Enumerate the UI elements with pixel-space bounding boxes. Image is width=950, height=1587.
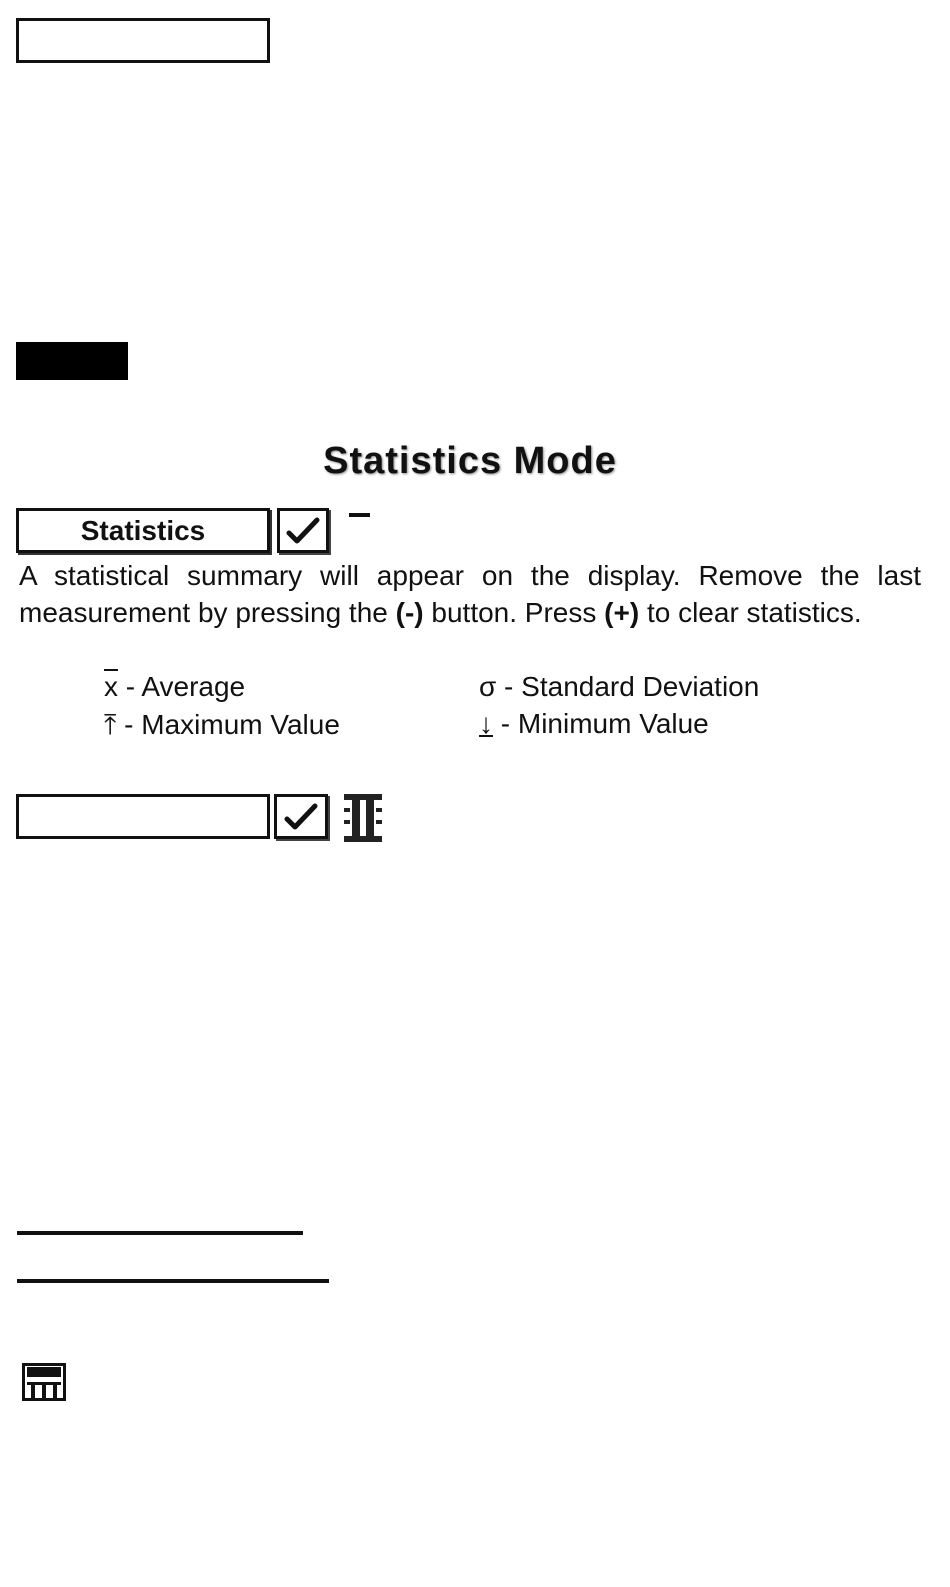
page-title: Statistics Mode: [323, 440, 617, 482]
sigma-symbol: σ: [479, 671, 497, 702]
statistics-button-label: Statistics: [80, 514, 206, 546]
statistics-button[interactable]: [16, 508, 270, 553]
description-paragraph: [19, 557, 921, 631]
check-button[interactable]: [277, 508, 329, 553]
floppy-disk-icon: [22, 1363, 66, 1401]
check-button-2[interactable]: [274, 794, 328, 839]
legend-average: [104, 668, 245, 705]
blank-option-button[interactable]: [16, 794, 270, 839]
signal-bars-icon: [344, 794, 384, 842]
legend-standard-deviation: [479, 668, 759, 705]
check-icon: [285, 516, 321, 546]
legend-minimum: [479, 705, 709, 742]
black-label-block: [16, 342, 128, 380]
legend-maximum: [104, 706, 340, 743]
dash-mark: [349, 513, 370, 517]
legend-minimum-label: - Minimum Value: [493, 708, 709, 739]
minus-key-label: (-): [395, 597, 424, 628]
check-icon: [283, 802, 319, 832]
legend-maximum-label: - Maximum Value: [116, 709, 340, 740]
description-text-1: A statistical summary will appear on the display. Remove the last measurement by pressing the: [19, 560, 921, 628]
legend-average-label: - Average: [118, 671, 246, 702]
x-bar-symbol: $\overline{x}$: [104, 671, 118, 702]
min-arrow-symbol: ↓: [479, 708, 493, 739]
divider-line-2: [17, 1279, 329, 1283]
legend-standard-deviation-label: - Standard Deviation: [496, 671, 760, 702]
description-text-3: to clear statistics.: [639, 597, 862, 628]
top-label-box: [16, 18, 270, 63]
max-arrow-symbol: ⤒: [104, 709, 117, 740]
description-text-2: button. Press: [423, 597, 605, 628]
plus-key-label: (+): [604, 597, 640, 628]
divider-line-1: [17, 1231, 303, 1235]
